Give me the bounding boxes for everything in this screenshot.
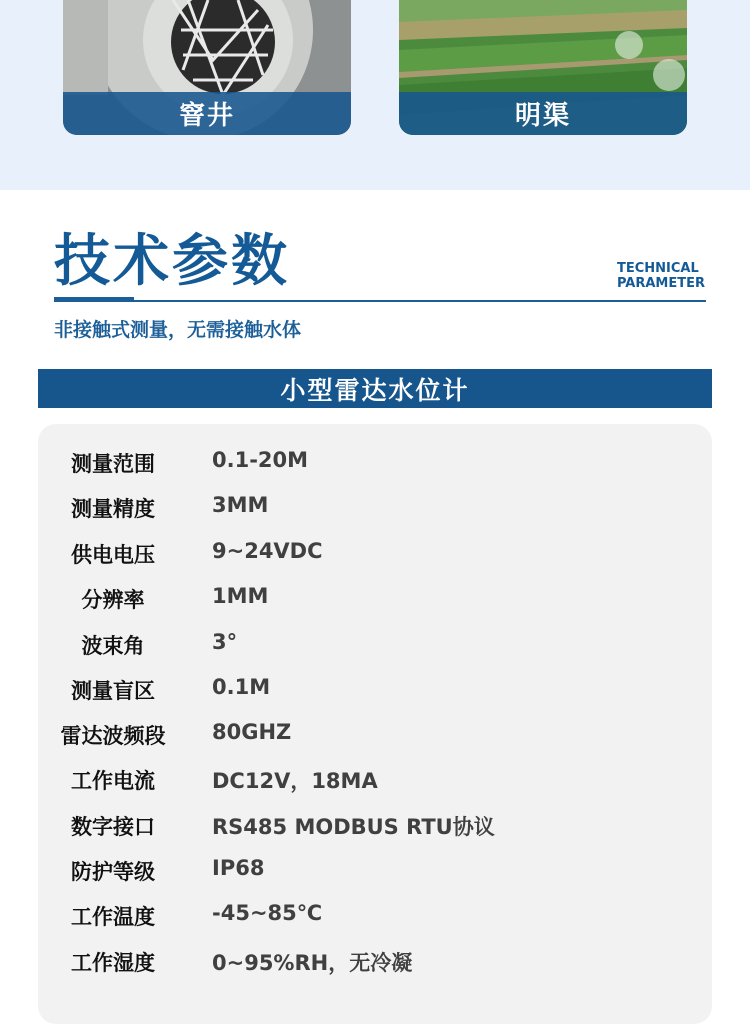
spec-value: 1MM	[212, 584, 269, 608]
spec-value: 0.1-20M	[212, 448, 309, 472]
spec-row-protection	[38, 856, 712, 896]
spec-value: 0.1M	[212, 675, 271, 699]
title-divider	[54, 300, 706, 302]
spec-row-voltage	[38, 539, 712, 579]
spec-label: 供电电压	[71, 543, 155, 567]
manhole-caption: 窨井	[63, 92, 351, 135]
spec-value: IP68	[212, 856, 265, 880]
spec-value: RS485 MODBUS RTU协议	[212, 815, 495, 839]
spec-label: 雷达波频段	[60, 724, 166, 748]
spec-label: 分辨率	[81, 588, 145, 612]
spec-value: -45~85℃	[212, 901, 323, 925]
spec-label: 工作电流	[71, 769, 155, 793]
spec-row-accuracy	[38, 493, 712, 533]
canal-photo	[399, 0, 687, 135]
manhole-photo	[63, 0, 351, 135]
title-en-line-1: TECHNICAL	[616, 261, 699, 276]
spec-label: 工作湿度	[71, 951, 155, 975]
spec-row-temperature	[38, 901, 712, 941]
title-en-line-2: PARAMETER	[616, 276, 705, 291]
spec-label: 波束角	[81, 634, 145, 658]
section-subtitle: 非接触式测量，无需接触水体	[54, 319, 302, 341]
spec-label: 数字接口	[71, 815, 155, 839]
spec-value: 3°	[212, 630, 238, 654]
spec-value: 3MM	[212, 493, 269, 517]
spec-row-resolution	[38, 584, 712, 624]
spec-label: 测量精度	[71, 497, 155, 521]
spec-table	[38, 424, 712, 1024]
canal-caption: 明渠	[399, 92, 687, 135]
title-accent-bar	[54, 297, 134, 302]
spec-row-humidity	[38, 947, 712, 987]
spec-label: 防护等级	[71, 860, 155, 884]
spec-label: 工作温度	[71, 905, 155, 929]
spec-row-frequency	[38, 720, 712, 760]
application-scenes-band	[0, 0, 750, 190]
spec-row-interface	[38, 811, 712, 851]
spec-row-beam-angle	[38, 630, 712, 670]
spec-value: DC12V，18MA	[212, 769, 378, 793]
spec-label: 测量范围	[71, 452, 155, 476]
spec-value: 0~95%RH，无冷凝	[212, 951, 413, 975]
spec-row-current	[38, 765, 712, 805]
section-title-english	[617, 261, 705, 291]
section-title: 技术参数	[54, 229, 290, 294]
spec-value: 80GHZ	[212, 720, 292, 744]
spec-row-blind-zone	[38, 675, 712, 715]
product-name-banner: 小型雷达水位计	[38, 369, 712, 408]
spec-label: 测量盲区	[71, 679, 155, 703]
spec-row-range	[38, 448, 712, 488]
spec-value: 9~24VDC	[212, 539, 323, 563]
